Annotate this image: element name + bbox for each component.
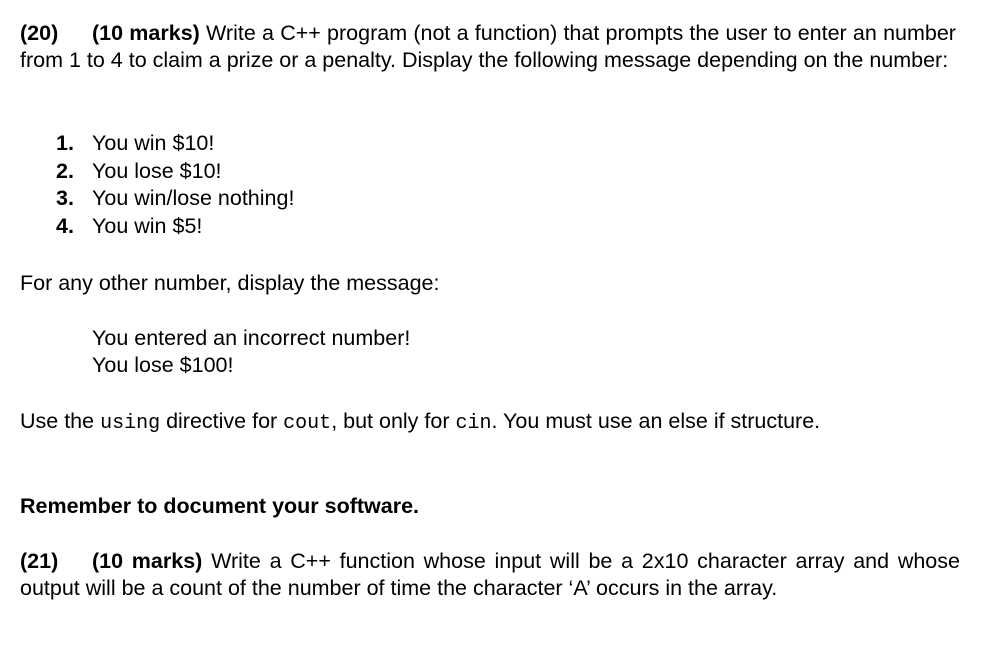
documentation-reminder: Remember to document your software. (20, 494, 420, 518)
option-number: 4. (56, 213, 74, 238)
option-text: You lose $10! (92, 158, 222, 183)
question-20-text: Write a C++ program (not a function) that prompts the user to enter an number from 1 to 4 to claim a prize or a penalty. Display the following message depending on the number: (20, 21, 956, 72)
option-text: You win/lose nothing! (92, 186, 295, 210)
option-item (56, 158, 294, 186)
directive-text: , but only for (331, 409, 456, 433)
code-cin: cin (455, 412, 492, 435)
other-number-intro: For any other number, display the message: (20, 271, 440, 295)
directive-instruction (20, 408, 820, 437)
option-number: 2. (56, 158, 74, 183)
message-options-list (56, 130, 294, 240)
question-21-number: (21) (20, 549, 59, 573)
option-number: 1. (56, 131, 74, 155)
option-text: You win $10! (92, 131, 215, 155)
option-item (56, 213, 294, 241)
question-21-marks: (10 marks) (92, 549, 203, 573)
code-using: using (100, 412, 161, 435)
incorrect-message-line-1: You entered an incorrect number! (92, 326, 411, 350)
question-20-number: (20) (20, 21, 59, 45)
option-item (56, 185, 294, 213)
directive-text: . You must use an else if structure. (491, 409, 821, 433)
incorrect-message-line-2: You lose $100! (92, 353, 234, 377)
question-20-marks: (10 marks) (92, 21, 200, 45)
question-20-prompt (20, 20, 956, 74)
option-number: 3. (56, 186, 74, 210)
question-21-prompt (20, 548, 960, 602)
option-text: You win $5! (92, 213, 203, 238)
code-cout: cout (283, 412, 332, 435)
question-21-text: Write a C++ function whose input will be a 2x10 character array and whose output will be a count of the number of time the character ‘A’ occurs in the array. (20, 549, 960, 600)
directive-text: Use the (20, 409, 101, 433)
option-item (56, 130, 294, 158)
directive-text: directive for (160, 409, 284, 433)
